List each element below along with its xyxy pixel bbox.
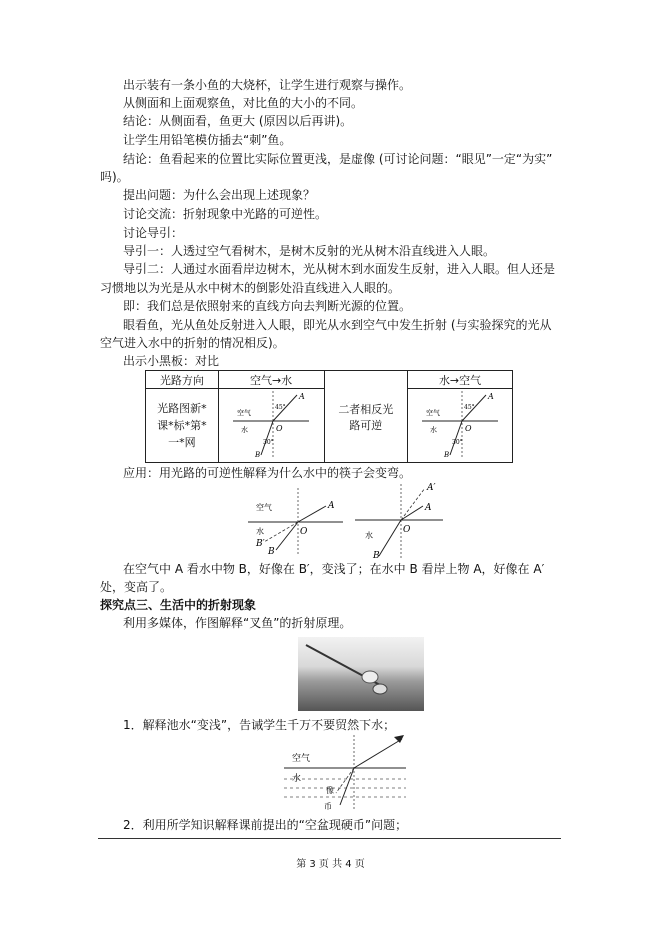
point-b-label: B [255,451,261,459]
pool-shallow-diagram [282,733,410,813]
text-line: 利用多媒体，作图解释“叉鱼”的折射原理。 [123,616,352,630]
text-line: 吗)。 [100,170,129,184]
text-line: 提出问题：为什么会出现上述现象？ [123,188,316,202]
point-o-label: O [300,527,308,537]
text-line: 习惯地以为光是从水中树木的倒影处沿直线进入人眼的。 [100,281,401,295]
point-o-label: O [465,424,472,433]
text-line: 让学生用铅笔模仿插去“刺”鱼。 [123,133,292,147]
text-line: 导引二：人通过水面看岸边树木，光从树木到水面发生反射，进入人眼。但人还是 [123,262,556,276]
point-a-label: A [328,501,335,511]
water-label: 水 [430,426,438,434]
text-line: 处，变高了。 [100,580,173,594]
text-line: 应用：用光路的可逆性解释为什么水中的筷子会变弯。 [123,466,412,480]
text-line: 即：我们总是依照射来的直线方向去判断光源的位置。 [123,299,412,313]
table-center-line: 路可逆 [349,418,383,432]
text-line: 眼看鱼，光从鱼处反射进入人眼，即光从水到空气中发生折射 (与实验探究的光从 [123,318,552,332]
table-row-label-line: 一*网 [168,436,196,449]
table-center-line: 二者相反光 [338,402,394,416]
refraction-diagram-water-to-air [420,389,500,459]
air-label: 空气 [426,409,441,417]
point-a-label: A [299,392,305,401]
point-b-label: B [268,547,275,556]
coin-label: 币 [324,802,332,811]
point-b-label: B [373,551,380,560]
point-a-label: A [488,392,494,401]
chopstick-diagram-right [353,480,448,560]
air-label: 空气 [292,754,311,764]
footer-divider [98,838,561,839]
image-label: 像 [326,786,334,795]
page-footer: 第 3 页 共 4 页 [296,859,365,870]
text-line: 讨论导引： [123,226,184,240]
table-header-cell: 光路方向 [146,371,219,389]
table-header-cell: 水→空气 [408,371,513,389]
water-label: 水 [365,531,373,540]
diagram-cell-air-to-water [218,389,324,463]
text-line: 讨论交流：折射现象中光路的可逆性。 [123,207,328,221]
angle-45-label: 45° [464,404,475,411]
text-line: 2．利用所学知识解释课前提出的“空盆现硬币”问题； [123,818,408,832]
table-row-label-line: 光路图新* [157,402,207,415]
table-header-cell: 空气→水 [218,371,324,389]
point-a-label: A [425,503,432,513]
text-line: 导引一：人透过空气看树木，是树木反射的光从树木沿直线进入人眼。 [123,244,496,258]
comparison-table [145,370,513,463]
text-line: 出示装有一条小鱼的大烧杯，让学生进行观察与操作。 [123,78,412,92]
water-label: 水 [292,774,302,784]
point-b-prime-label: B′ [256,539,265,549]
water-label: 水 [256,527,264,536]
table-row-label-line: 课*标*第* [157,419,207,432]
angle-45-label: 45° [275,404,286,411]
text-line: 出示小黑板：对比 [123,354,220,368]
point-o-label: O [276,424,283,433]
text-line: 空气进入水中的折射的情况相反)。 [100,336,285,350]
angle-30-label: 30° [263,439,274,446]
air-label: 空气 [256,503,272,512]
table-row-label [146,389,219,463]
angle-30-label: 30° [452,439,463,446]
water-label: 水 [241,426,249,434]
point-o-label: O [403,525,411,535]
text-line: 1．解释池水“变浅”，告诫学生千万不要贸然下水； [123,718,396,732]
fish-spearing-illustration [298,637,424,711]
air-label: 空气 [237,409,252,417]
chopstick-diagram-left [238,484,353,556]
text-line: 从侧面和上面观察鱼，对比鱼的大小的不同。 [123,96,364,110]
point-b-label: B [444,451,450,459]
refraction-diagram-air-to-water [231,389,311,459]
text-line: 结论：从侧面看，鱼更大 (原因以后再讲)。 [123,114,353,128]
text-line: 结论：鱼看起来的位置比实际位置更浅，是虚像 (可讨论问题：“眼见”一定“为实” [123,152,553,166]
section-heading: 探究点三、生活中的折射现象 [100,598,257,612]
table-center-cell [324,371,408,463]
diagram-cell-water-to-air [408,389,513,463]
point-a-prime-label: A′ [427,483,436,493]
text-line: 在空气中 A 看水中物 B，好像在 B′，变浅了；在水中 B 看岸上物 A，好像在 A′ [123,562,545,576]
